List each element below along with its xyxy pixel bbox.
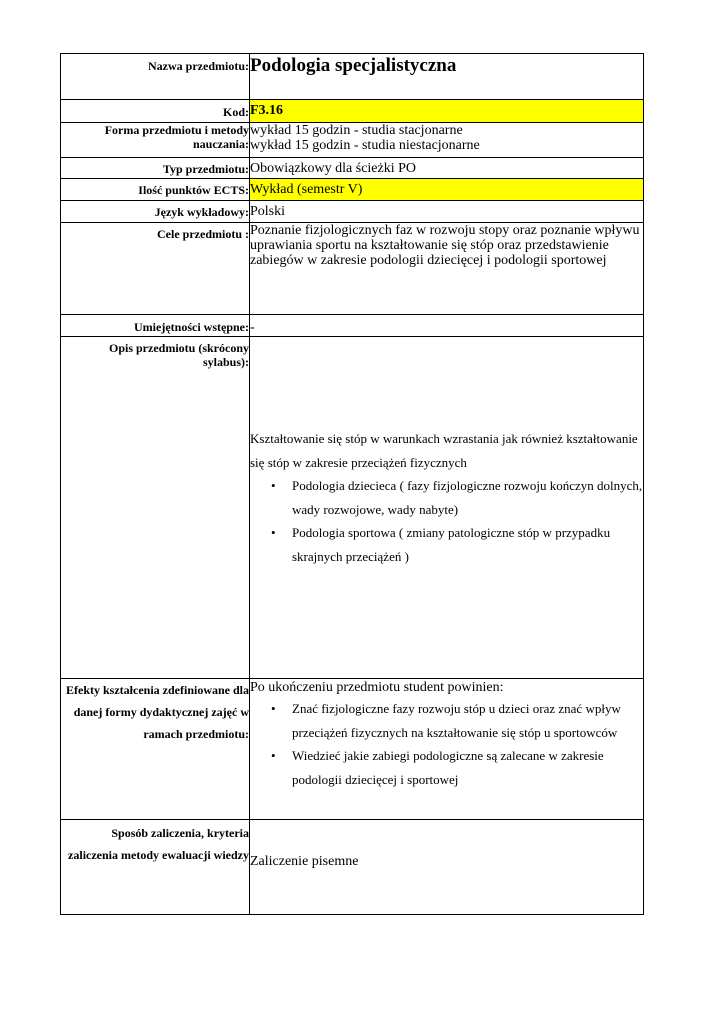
kod-label: Kod: (61, 100, 250, 123)
row-sposob (61, 820, 644, 915)
cele-value: Poznanie fizjologicznych faz w rozwoju stopy oraz poznanie wpływu uprawiania sportu na kształtowanie się stóp oraz przedstawienie zabiegów w zakresie podologii dziecięcej i podologii sportowej (250, 223, 644, 315)
ects-label: Ilość punktów ECTS: (61, 179, 250, 201)
course-title: Podologia specjalistyczna (250, 55, 457, 76)
bullet-icon: • (271, 525, 276, 540)
row-forma (61, 123, 644, 158)
opis-value (250, 337, 644, 679)
row-nazwa (61, 54, 644, 100)
row-jezyk (61, 201, 644, 223)
forma-line-niestacjonarne: wykład 15 godzin - studia niestacjonarne (250, 138, 480, 153)
opis-bullet-dziecieca: • Podologia dziecieca ( fazy fizjologiczne rozwoju kończyn dolnych, wady rozwojowe, wady nabyte) (292, 474, 643, 521)
forma-line-stacjonarne: wykład 15 godzin - studia stacjonarne (250, 123, 463, 138)
jezyk-value: Polski (250, 201, 644, 223)
bullet-icon: • (271, 478, 276, 493)
jezyk-label: Język wykładowy: (61, 201, 250, 223)
opis-bullet-list (250, 474, 643, 568)
opis-intro: Kształtowanie się stóp w warunkach wzrastania jak również kształtowanie się stóp w zakresie przeciążeń fizycznych (250, 431, 638, 470)
row-typ (61, 158, 644, 179)
umiejetnosci-label: Umiejętności wstępne: (61, 315, 250, 337)
forma-label: Forma przedmiotu i metody nauczania: (61, 123, 250, 158)
opis-bullet-sportowa: • Podologia sportowa ( zmiany patologiczne stóp w przypadku skrajnych przeciążeń ) (292, 521, 643, 568)
row-kod (61, 100, 644, 123)
row-ects (61, 179, 644, 201)
row-umiejetnosci (61, 315, 644, 337)
nazwa-label: Nazwa przedmiotu: (61, 54, 250, 100)
efekty-bullet-wiedziec: • Wiedzieć jakie zabiegi podologiczne są zalecane w zakresie podologii dziecięcej i sportowej (292, 744, 643, 791)
kod-value (250, 100, 644, 123)
cele-label: Cele przedmiotu : (61, 223, 250, 315)
opis-label: Opis przedmiotu (skrócony sylabus): (61, 337, 250, 679)
ects-value: Wykład (semestr V) (250, 179, 644, 201)
course-code: F3.16 (250, 103, 284, 118)
forma-value (250, 123, 644, 158)
course-card-table (60, 53, 644, 915)
sposob-value: Zaliczenie pisemne (250, 820, 644, 915)
efekty-intro: Po ukończeniu przedmiotu student powinien: (250, 680, 504, 695)
bullet-icon: • (271, 748, 276, 763)
efekty-bullet-znac: • Znać fizjologiczne fazy rozwoju stóp u dzieci oraz znać wpływ przeciążeń fizycznych na kształtowanie się stóp u sportowców (292, 697, 643, 744)
bullet-icon: • (271, 701, 276, 716)
typ-value: Obowiązkowy dla ścieżki PO (250, 158, 644, 179)
nazwa-value (250, 54, 644, 100)
umiejetnosci-value: - (250, 315, 644, 337)
row-efekty (61, 679, 644, 820)
efekty-label: Efekty kształcenia zdefiniowane dla danej formy dydaktycznej zajęć w ramach przedmiotu: (61, 679, 250, 820)
row-opis (61, 337, 644, 679)
sposob-label: Sposób zaliczenia, kryteria zaliczenia metody ewaluacji wiedzy (61, 820, 250, 915)
efekty-bullet-list (250, 697, 643, 791)
efekty-value (250, 679, 644, 820)
row-cele (61, 223, 644, 315)
typ-label: Typ przedmiotu: (61, 158, 250, 179)
